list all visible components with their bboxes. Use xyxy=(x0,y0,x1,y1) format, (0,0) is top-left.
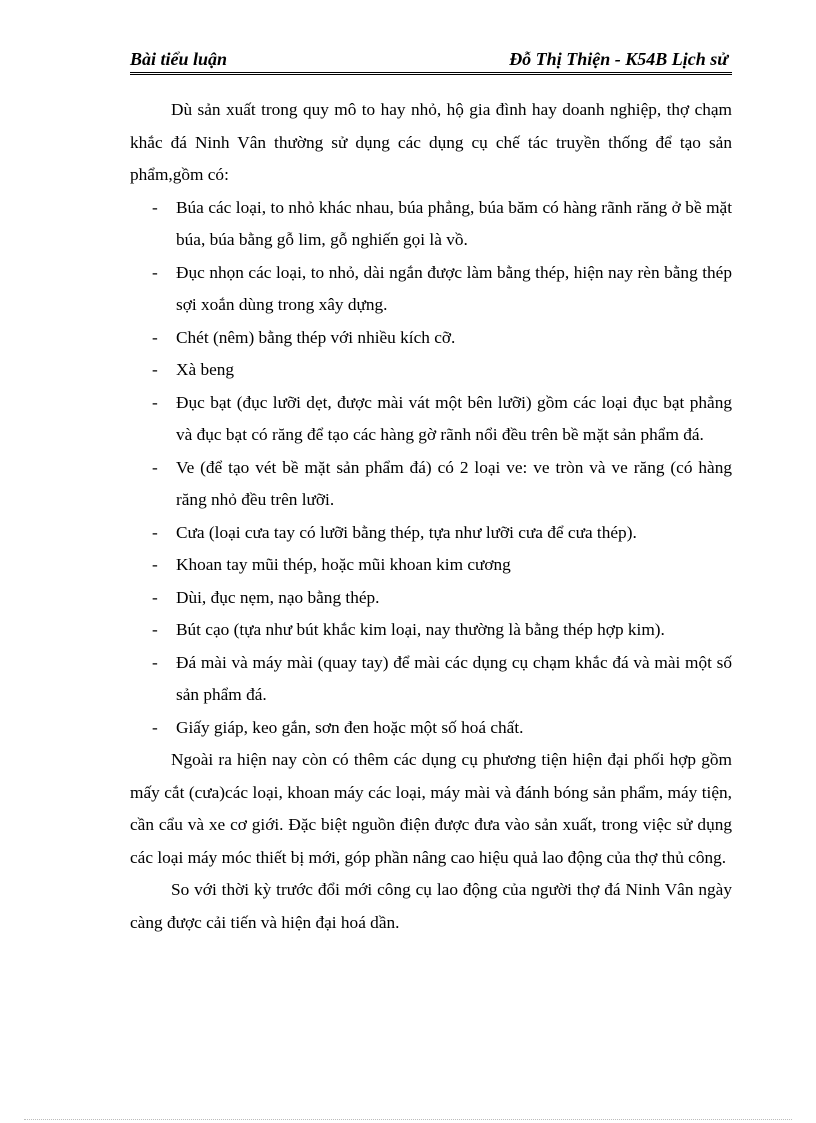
list-item xyxy=(130,322,732,355)
list-item xyxy=(130,647,732,712)
bullet-dash: - xyxy=(152,360,158,379)
list-item-text: Bút cạo (tựa như bút khắc kim loại, nay thường là bằng thép hợp kim). xyxy=(176,620,665,639)
list-item-text: Đục nhọn các loại, to nhỏ, dài ngắn được làm bằng thép, hiện nay rèn bằng thép sợi xoắn dùng trong xây dựng. xyxy=(176,262,732,314)
bullet-dash: - xyxy=(152,457,158,477)
list-item xyxy=(130,517,732,550)
list-item-text: Xà beng xyxy=(176,360,235,379)
list-item xyxy=(130,712,732,745)
list-item xyxy=(130,549,732,582)
bullet-dash: - xyxy=(152,555,158,574)
list-item xyxy=(130,452,732,517)
list-item xyxy=(130,257,732,322)
list-item-text: Cưa (loại cưa tay có lưỡi bằng thép, tựa như lưỡi cưa để cưa thép). xyxy=(176,522,637,542)
bullet-dash: - xyxy=(152,197,158,217)
list-item-text: Đục bạt (đục lưỡi dẹt, được mài vát một bên lưỡi) gồm các loại đục bạt phẳng và đục bạt có răng để tạo các hàng gờ rãnh nổi đều trên bề mặt sản phẩm đá. xyxy=(176,392,732,444)
conclusion-paragraph: So với thời kỳ trước đổi mới công cụ lao động của người thợ đá Ninh Vân ngày càng được cải tiến và hiện đại hoá dần. xyxy=(130,880,732,932)
bullet-dash: - xyxy=(152,717,158,737)
bullet-dash: - xyxy=(152,652,158,672)
list-item xyxy=(130,387,732,452)
modern-tools-paragraph: Ngoài ra hiện nay còn có thêm các dụng cụ phương tiện hiện đại phối hợp gồm mấy cắt (cưa)các loại, khoan máy các loại, máy mài và đánh bóng sản phẩm, máy tiện, cần cẩu và xe cơ giới. Đặc biệt nguồn điện được đưa vào sản xuất, trong việc sử dụng các loại máy móc thiết bị mới, góp phần nâng cao hiệu quả lao động của thợ thủ công. xyxy=(130,750,732,867)
list-item-text: Giấy giáp, keo gắn, sơn đen hoặc một số hoá chất. xyxy=(176,717,524,737)
intro-paragraph: Dù sản xuất trong quy mô to hay nhỏ, hộ gia đình hay doanh nghiệp, thợ chạm khắc đá Ninh Vân thường sử dụng các dụng cụ chế tác truyền thống để tạo sản phẩm,gồm có: xyxy=(130,100,732,184)
bullet-dash: - xyxy=(152,262,158,282)
document-body xyxy=(130,94,732,939)
list-item-text: Ve (để tạo vét bề mặt sản phẩm đá) có 2 loại ve: ve tròn và ve răng (có hàng răng nhỏ đều trên lưỡi. xyxy=(176,457,732,509)
bullet-dash: - xyxy=(152,522,158,542)
bullet-dash: - xyxy=(152,392,158,412)
bullet-dash: - xyxy=(152,587,158,607)
list-item xyxy=(130,192,732,257)
bullet-dash: - xyxy=(152,620,158,639)
list-item-text: Đá mài và máy mài (quay tay) để mài các dụng cụ chạm khắc đá và mài một số sản phẩm đá. xyxy=(176,652,732,704)
list-item xyxy=(130,354,732,387)
list-item xyxy=(130,614,732,647)
list-item-text: Chét (nêm) bằng thép với nhiều kích cỡ. xyxy=(176,327,456,347)
page-bottom-divider xyxy=(24,1119,792,1120)
list-item-text: Khoan tay mũi thép, hoặc mũi khoan kim cương xyxy=(176,555,511,574)
page-header xyxy=(130,48,732,75)
header-right-author: Đỗ Thị Thiện - K54B Lịch sử xyxy=(509,49,728,69)
tool-list xyxy=(130,192,732,745)
list-item-text: Dùi, đục nẹm, nạo bằng thép. xyxy=(176,587,380,607)
list-item-text: Búa các loại, to nhỏ khác nhau, búa phẳng, búa băm có hàng rãnh răng ở bề mặt búa, búa bằng gỗ lim, gỗ nghiến gọi là vồ. xyxy=(176,197,732,249)
bullet-dash: - xyxy=(152,327,158,347)
list-item xyxy=(130,582,732,615)
header-left-title: Bài tiểu luận xyxy=(130,49,228,69)
